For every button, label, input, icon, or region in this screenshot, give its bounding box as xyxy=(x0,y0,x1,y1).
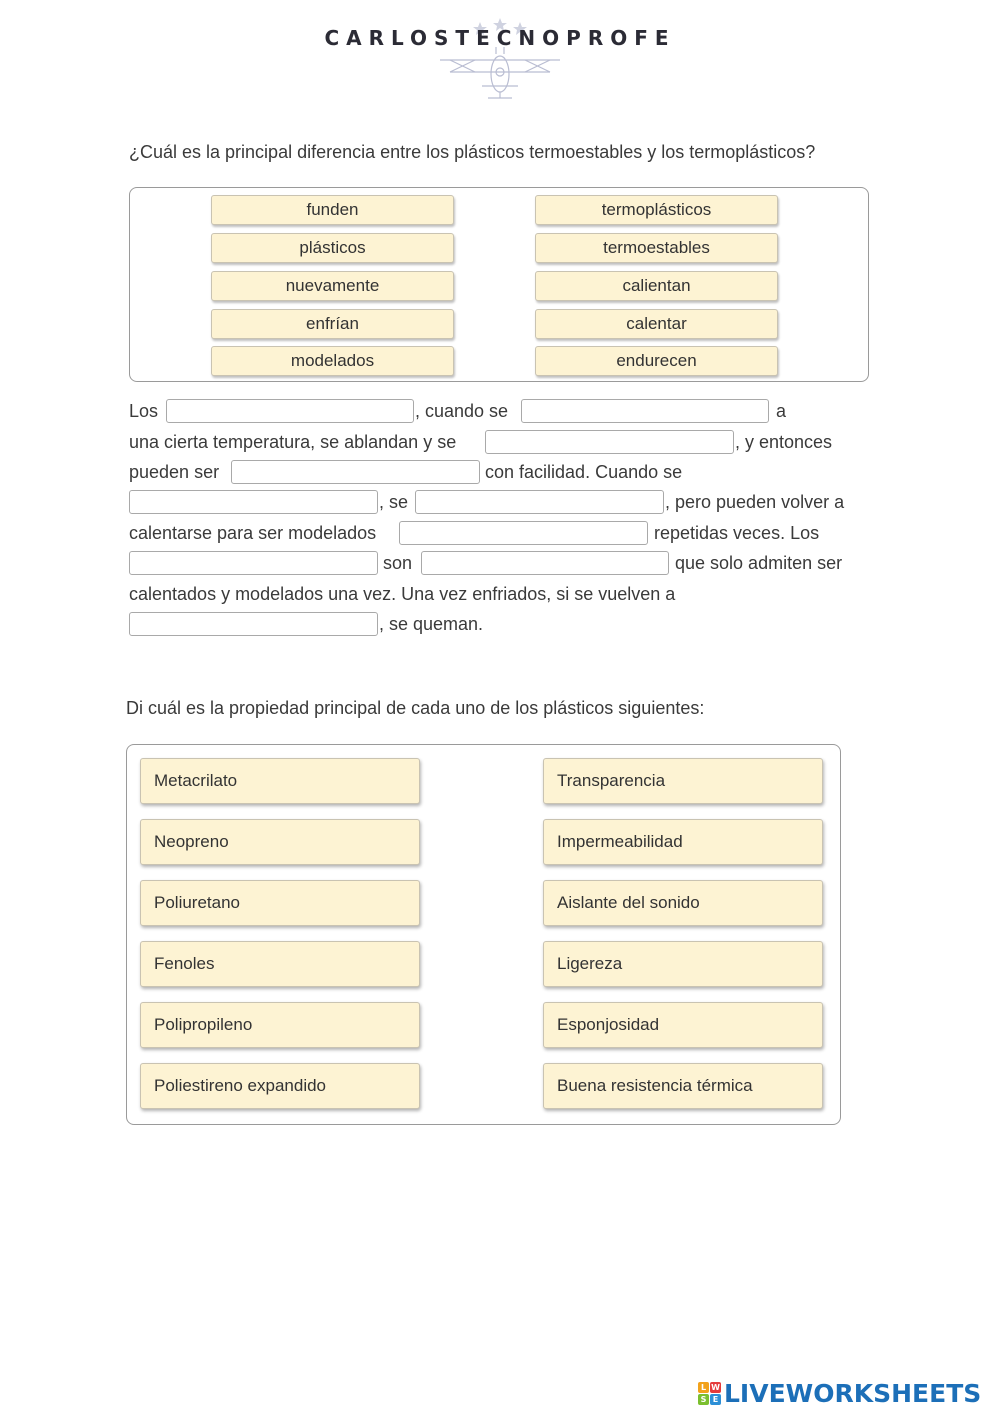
liveworksheets-mark-icon xyxy=(698,1382,721,1405)
answer-blank-7[interactable] xyxy=(399,521,648,545)
paragraph-text: , pero pueden volver a xyxy=(665,492,845,512)
property-card[interactable]: Impermeabilidad xyxy=(543,819,823,865)
paragraph-text: a xyxy=(776,401,787,421)
word-bank xyxy=(129,187,869,382)
paragraph-text: calentados y modelados una vez. Una vez enfriados, si se vuelven a xyxy=(129,584,676,604)
property-card[interactable]: Esponjosidad xyxy=(543,1002,823,1048)
question-1: ¿Cuál es la principal diferencia entre los plásticos termoestables y los termoplásticos? xyxy=(129,142,816,162)
plastic-card[interactable]: Poliuretano xyxy=(140,880,420,926)
paragraph-text: repetidas veces. Los xyxy=(654,523,820,543)
paragraph-text: , y entonces xyxy=(735,432,833,452)
paragraph-text: , se queman. xyxy=(379,614,484,634)
paragraph-text: Los xyxy=(129,401,159,421)
word-chip[interactable]: termoestables xyxy=(535,233,778,263)
mark-letter: L xyxy=(698,1382,709,1393)
question-2: Di cuál es la propiedad principal de cada uno de los plásticos siguientes: xyxy=(126,698,705,718)
paragraph-text: con facilidad. Cuando se xyxy=(485,462,683,482)
paragraph-text: una cierta temperatura, se ablandan y se xyxy=(129,432,457,452)
plastic-card[interactable]: Metacrilato xyxy=(140,758,420,804)
answer-blank-4[interactable] xyxy=(231,460,480,484)
answer-blank-2[interactable] xyxy=(521,399,769,423)
paragraph-text: , cuando se xyxy=(415,401,509,421)
property-card[interactable]: Ligereza xyxy=(543,941,823,987)
plastic-card[interactable]: Poliestireno expandido xyxy=(140,1063,420,1109)
word-chip[interactable]: calentar xyxy=(535,309,778,339)
word-chip[interactable]: termoplásticos xyxy=(535,195,778,225)
liveworksheets-text: LIVEWORKSHEETS xyxy=(724,1379,982,1408)
word-chip[interactable]: endurecen xyxy=(535,346,778,376)
answer-blank-8[interactable] xyxy=(129,551,378,575)
answer-blank-9[interactable] xyxy=(421,551,669,575)
paragraph-text: calentarse para ser modelados xyxy=(129,523,377,543)
paragraph-text: pueden ser xyxy=(129,462,220,482)
word-chip[interactable]: modelados xyxy=(211,346,454,376)
word-chip[interactable]: enfrían xyxy=(211,309,454,339)
brand-title: CARLOSTECNOPROFE xyxy=(324,26,676,50)
property-card[interactable]: Buena resistencia térmica xyxy=(543,1063,823,1109)
word-chip[interactable]: calientan xyxy=(535,271,778,301)
mark-letter: W xyxy=(711,1383,720,1392)
plastic-card[interactable]: Neopreno xyxy=(140,819,420,865)
paragraph-text: son xyxy=(383,553,413,573)
word-chip[interactable]: plásticos xyxy=(211,233,454,263)
answer-blank-1[interactable] xyxy=(166,399,414,423)
answer-blank-5[interactable] xyxy=(129,490,378,514)
word-chip[interactable]: nuevamente xyxy=(211,271,454,301)
paragraph-text: que solo admiten ser xyxy=(675,553,843,573)
liveworksheets-logo xyxy=(698,1379,981,1408)
plastic-card[interactable]: Polipropileno xyxy=(140,1002,420,1048)
word-chip[interactable]: funden xyxy=(211,195,454,225)
paragraph-text: , se xyxy=(379,492,409,512)
answer-blank-3[interactable] xyxy=(485,430,734,454)
property-card[interactable]: Aislante del sonido xyxy=(543,880,823,926)
property-card[interactable]: Transparencia xyxy=(543,758,823,804)
plastic-card[interactable]: Fenoles xyxy=(140,941,420,987)
answer-blank-10[interactable] xyxy=(129,612,378,636)
mark-letter: S xyxy=(698,1394,709,1405)
mark-letter: E xyxy=(710,1394,721,1405)
answer-blank-6[interactable] xyxy=(415,490,664,514)
matching-area xyxy=(126,744,841,1125)
